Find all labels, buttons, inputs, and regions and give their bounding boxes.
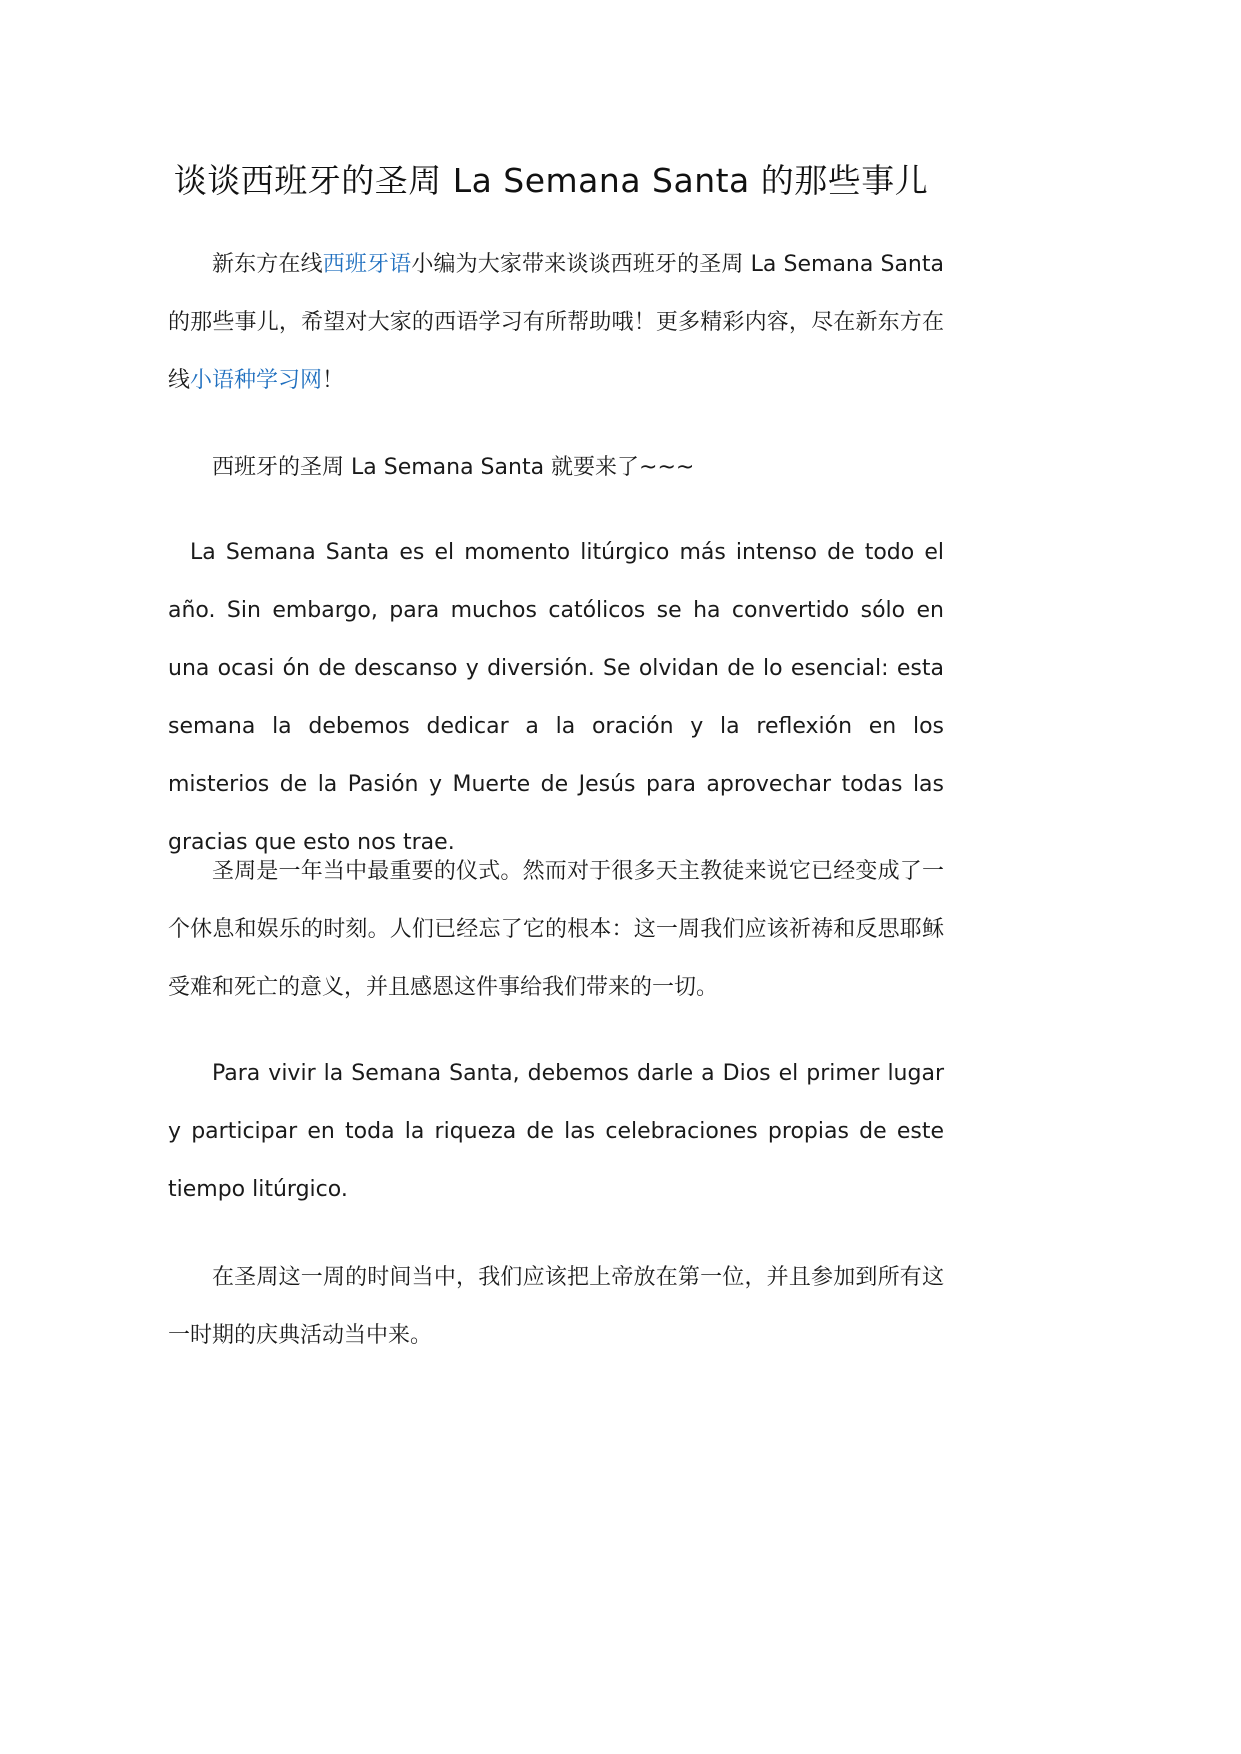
spanish-link[interactable]: 西班牙语 (322, 252, 412, 277)
page-title: 谈谈西班牙的圣周 La Semana Santa 的那些事儿 (173, 161, 929, 200)
spanish-paragraph-1: La Semana Santa es el momento litúrgico más intenso de todo el año. Sin embargo, para muchos católicos se ha convertido sólo en una ocasi ón de descanso y diversión. Se olvidan de lo esencial: esta semana la debemos dedicar a la oración y la reflexión en los misterios de la Pasión y Muerte de Jesús para aprovechar todas las gracias que esto nos trae. (168, 540, 944, 855)
intro-text-1: 新东方在线 (212, 252, 323, 277)
intro-paragraph (168, 236, 944, 410)
spanish-paragraph-2: Para vivir la Semana Santa, debemos darle a Dios el primer lugar y participar en toda la riqueza de las celebraciones propias de este tiempo litúrgico. (168, 1061, 944, 1202)
chinese-paragraph-2: 在圣周这一周的时间当中，我们应该把上帝放在第一位，并且参加到所有这一时期的庆典活动当中来。 (168, 1265, 944, 1348)
chinese-paragraph-1: 圣周是一年当中最重要的仪式。然而对于很多天主教徒来说它已经变成了一个休息和娱乐的时刻。人们已经忘了它的根本：这一周我们应该祈祷和反思耶稣受难和死亡的意义，并且感恩这件事给我们带来的一切。 (168, 859, 944, 1000)
intro-text-3: ！ (322, 368, 345, 393)
intro-text-2: 小编为大家带来谈谈西班牙的圣周 La Semana Santa 的那些事儿，希望对大家的西语学习有所帮助哦！更多精彩内容，尽在新东方在线 (168, 252, 944, 393)
subheading: 西班牙的圣周 La Semana Santa 就要来了~~~ (212, 455, 695, 480)
minor-language-site-link[interactable]: 小语种学习网 (190, 368, 323, 393)
